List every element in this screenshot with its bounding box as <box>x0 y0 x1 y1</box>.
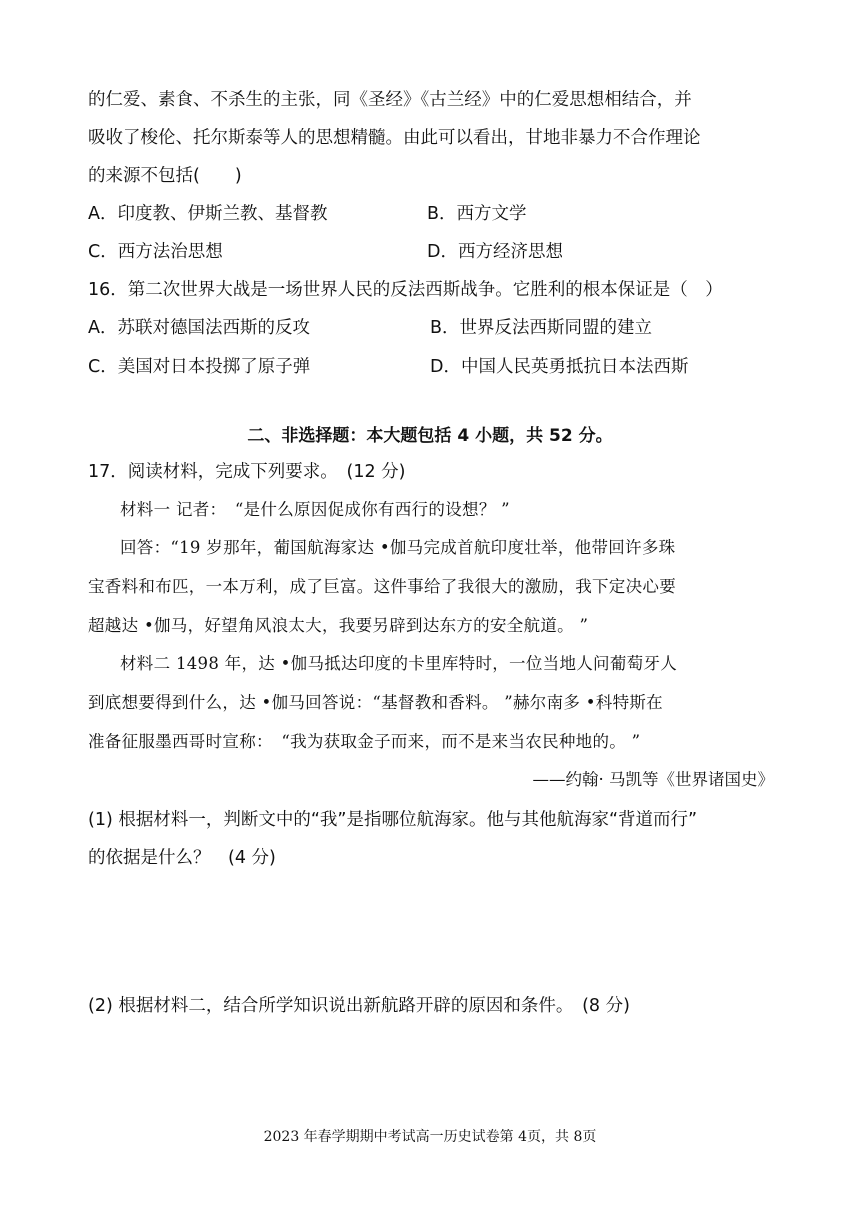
q15-line-2: 吸收了梭伦、托尔斯泰等人的思想精髓。由此可以看出，甘地非暴力不合作理论 <box>88 128 701 148</box>
sub-question-1-line-2: 的依据是什么？ (4 分) <box>88 848 276 868</box>
q15-option-b: B．西方文学 <box>427 204 527 224</box>
material-2-line-2: 到底想要得到什么，达 •伽马回答说：“基督教和香料。 ”赫尔南多 •科特斯在 <box>88 693 663 712</box>
material-1-line-2: 回答：“19 岁那年，葡国航海家达 •伽马完成首航印度壮举，他带回许多珠 <box>120 538 676 557</box>
q16-option-a: A．苏联对德国法西斯的反攻 <box>88 318 310 338</box>
material-1-line-4: 超越达 •伽马，好望角风浪太大，我要另辟到达东方的安全航道。 ” <box>88 616 589 635</box>
q15-option-c: C．西方法治思想 <box>88 242 223 262</box>
sub-question-2: (2) 根据材料二，结合所学知识说出新航路开辟的原因和条件。 (8 分) <box>88 996 630 1016</box>
q15-option-a: A．印度教、伊斯兰教、基督教 <box>88 204 328 224</box>
material-1-line-1: 材料一 记者： “是什么原因促成你有西行的设想？ ” <box>120 500 510 519</box>
page-footer: 2023 年春学期期中考试高一历史试卷第 4页，共 8页 <box>263 1129 597 1145</box>
q16-option-d: D．中国人民英勇抵抗日本法西斯 <box>430 357 689 377</box>
material-1-line-3: 宝香料和布匹，一本万利，成了巨富。这件事给了我很大的激励，我下定决心要 <box>88 577 676 596</box>
q15-line-3: 的来源不包括( ) <box>88 166 242 186</box>
section-heading: 二、非选择题：本大题包括 4 小题，共 52 分。 <box>247 426 613 446</box>
material-source: ——约翰· 马凯等《世界诸国史》 <box>532 770 774 789</box>
q15-option-d: D．西方经济思想 <box>427 242 563 262</box>
q16-option-b: B．世界反法西斯同盟的建立 <box>430 318 653 338</box>
material-2-line-1: 材料二 1498 年，达 •伽马抵达印度的卡里库特时，一位当地人问葡萄牙人 <box>120 654 678 673</box>
q16-option-c: C．美国对日本投掷了原子弹 <box>88 357 311 377</box>
sub-question-1-line-1: (1) 根据材料一，判断文中的“我”是指哪位航海家。他与其他航海家“背道而行” <box>88 810 698 830</box>
q16-stem: 16．第二次世界大战是一场世界人民的反法西斯战争。它胜利的根本保证是（ ） <box>88 280 723 300</box>
q15-line-1: 的仁爱、素食、不杀生的主张，同《圣经》《古兰经》中的仁爱思想相结合，并 <box>88 90 692 110</box>
q17-stem: 17．阅读材料，完成下列要求。 (12 分) <box>88 462 406 482</box>
material-2-line-3: 准备征服墨西哥时宣称： “我为获取金子而来，而不是来当农民种地的。 ” <box>88 732 641 751</box>
